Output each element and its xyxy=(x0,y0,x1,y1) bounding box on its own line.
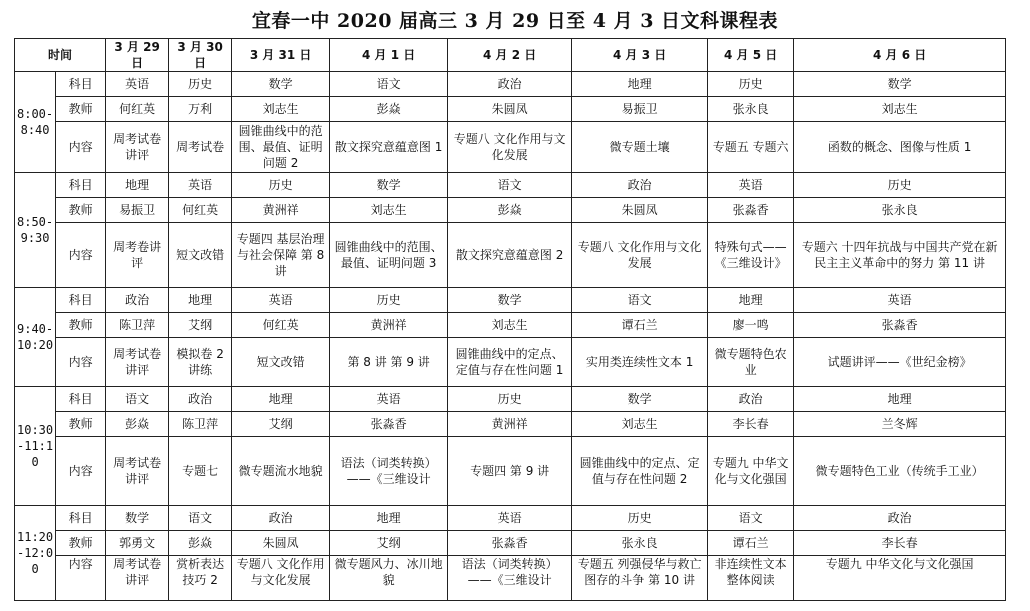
teacher-cell: 刘志生 xyxy=(572,412,708,437)
teacher-cell: 何红英 xyxy=(106,97,169,122)
content-cell: 赏析表达技巧 2 xyxy=(169,556,232,601)
teacher-cell: 万利 xyxy=(169,97,232,122)
content-cell: 非连续性文本整体阅读 xyxy=(708,556,794,601)
content-cell: 语法（词类转换）——《三维设计 xyxy=(448,556,572,601)
subject-cell: 英语 xyxy=(232,288,330,313)
teacher-cell: 张永良 xyxy=(572,531,708,556)
teacher-cell: 廖一鸣 xyxy=(708,313,794,338)
period-1-teacher-row xyxy=(15,97,1006,122)
header-row xyxy=(15,39,1006,72)
row-label-content: 内容 xyxy=(56,122,106,173)
teacher-cell: 李长春 xyxy=(708,412,794,437)
page-title: 宜春一中 2020 届高三 3 月 29 日至 4 月 3 日文科课程表 xyxy=(251,10,779,32)
period-4-subject-row xyxy=(15,387,1006,412)
teacher-cell: 黄洲祥 xyxy=(232,198,330,223)
teacher-cell: 何红英 xyxy=(169,198,232,223)
header-cell: 3 月 30 日 xyxy=(169,39,232,72)
content-cell: 圆锥曲线中的定点、定值与存在性问题 2 xyxy=(572,437,708,506)
period-1-subject-row xyxy=(15,72,1006,97)
time-slot: 10:30 -11:1 0 xyxy=(15,387,56,506)
subject-cell: 历史 xyxy=(794,173,1006,198)
subject-cell: 地理 xyxy=(106,173,169,198)
content-cell: 专题五 列强侵华与救亡图存的斗争 第 10 讲 xyxy=(572,556,708,601)
content-cell: 专题四 第 9 讲 xyxy=(448,437,572,506)
subject-cell: 历史 xyxy=(169,72,232,97)
time-slot: 11:20 -12:0 0 xyxy=(15,506,56,601)
subject-cell: 语文 xyxy=(106,387,169,412)
content-cell: 专题九 中华文化与文化强国 xyxy=(708,437,794,506)
period-2-subject-row xyxy=(15,173,1006,198)
period-4-teacher-row xyxy=(15,412,1006,437)
teacher-cell: 艾纲 xyxy=(232,412,330,437)
subject-cell: 英语 xyxy=(794,288,1006,313)
subject-cell: 语文 xyxy=(448,173,572,198)
row-label-content: 内容 xyxy=(56,338,106,387)
subject-cell: 英语 xyxy=(708,173,794,198)
period-2-content-row xyxy=(15,223,1006,288)
content-cell: 专题六 十四年抗战与中国共产党在新民主主义革命中的努力 第 11 讲 xyxy=(794,223,1006,288)
period-1-content-row xyxy=(15,122,1006,173)
row-label-content: 内容 xyxy=(56,223,106,288)
subject-cell: 地理 xyxy=(708,288,794,313)
content-cell: 圆锥曲线中的范围、最值、证明问题 2 xyxy=(232,122,330,173)
content-cell: 散文探究意蕴意图 2 xyxy=(448,223,572,288)
teacher-cell: 张永良 xyxy=(794,198,1006,223)
teacher-cell: 朱圆凤 xyxy=(232,531,330,556)
teacher-cell: 刘志生 xyxy=(232,97,330,122)
teacher-cell: 刘志生 xyxy=(448,313,572,338)
content-cell: 专题八 文化作用与文化发展 xyxy=(572,223,708,288)
header-cell: 时间 xyxy=(15,39,106,72)
header-cell: 3 月 29 日 xyxy=(106,39,169,72)
teacher-cell: 朱圆凤 xyxy=(448,97,572,122)
subject-cell: 政治 xyxy=(106,288,169,313)
subject-cell: 语文 xyxy=(330,72,448,97)
subject-cell: 政治 xyxy=(232,506,330,531)
subject-cell: 数学 xyxy=(330,173,448,198)
content-cell: 第 8 讲 第 9 讲 xyxy=(330,338,448,387)
subject-cell: 数学 xyxy=(572,387,708,412)
teacher-cell: 艾纲 xyxy=(169,313,232,338)
subject-cell: 政治 xyxy=(572,173,708,198)
subject-cell: 英语 xyxy=(169,173,232,198)
content-cell: 短文改错 xyxy=(232,338,330,387)
content-cell: 周考试卷讲评 xyxy=(106,556,169,601)
content-cell: 微专题特色农业 xyxy=(708,338,794,387)
period-5-content-row xyxy=(15,556,1006,601)
content-cell: 特殊句式——《三维设计》 xyxy=(708,223,794,288)
content-cell: 专题九 中华文化与文化强国 xyxy=(794,556,1006,601)
subject-cell: 英语 xyxy=(448,506,572,531)
subject-cell: 政治 xyxy=(448,72,572,97)
schedule-table xyxy=(14,38,1006,601)
teacher-cell: 张永良 xyxy=(708,97,794,122)
content-cell: 微专题特色工业（传统手工业） xyxy=(794,437,1006,506)
period-5-subject-row xyxy=(15,506,1006,531)
content-cell: 圆锥曲线中的范围、最值、证明问题 3 xyxy=(330,223,448,288)
subject-cell: 英语 xyxy=(106,72,169,97)
content-cell: 专题八 文化作用与文化发展 xyxy=(232,556,330,601)
row-label-teacher: 教师 xyxy=(56,198,106,223)
teacher-cell: 张淼香 xyxy=(330,412,448,437)
subject-cell: 政治 xyxy=(794,506,1006,531)
teacher-cell: 陈卫萍 xyxy=(169,412,232,437)
teacher-cell: 黄洲祥 xyxy=(448,412,572,437)
row-label-content: 内容 xyxy=(56,437,106,506)
time-slot: 9:40- 10:20 xyxy=(15,288,56,387)
row-label-subject: 科目 xyxy=(56,72,106,97)
period-3-content-row xyxy=(15,338,1006,387)
content-cell: 微专题流水地貌 xyxy=(232,437,330,506)
header-cell: 3 月 31 日 xyxy=(232,39,330,72)
row-label-content: 内容 xyxy=(56,556,106,601)
content-cell: 周考卷讲评 xyxy=(106,223,169,288)
teacher-cell: 郭勇文 xyxy=(106,531,169,556)
subject-cell: 政治 xyxy=(169,387,232,412)
teacher-cell: 彭焱 xyxy=(330,97,448,122)
subject-cell: 历史 xyxy=(448,387,572,412)
subject-cell: 数学 xyxy=(232,72,330,97)
header-cell: 4 月 2 日 xyxy=(448,39,572,72)
time-slot: 8:50- 9:30 xyxy=(15,173,56,288)
teacher-cell: 易振卫 xyxy=(572,97,708,122)
teacher-cell: 谭石兰 xyxy=(572,313,708,338)
subject-cell: 历史 xyxy=(232,173,330,198)
period-5-teacher-row xyxy=(15,531,1006,556)
teacher-cell: 陈卫萍 xyxy=(106,313,169,338)
row-label-subject: 科目 xyxy=(56,506,106,531)
period-4-content-row xyxy=(15,437,1006,506)
teacher-cell: 朱圆凤 xyxy=(572,198,708,223)
subject-cell: 地理 xyxy=(794,387,1006,412)
teacher-cell: 张淼香 xyxy=(448,531,572,556)
content-cell: 微专题土壤 xyxy=(572,122,708,173)
subject-cell: 语文 xyxy=(572,288,708,313)
content-cell: 短文改错 xyxy=(169,223,232,288)
row-label-teacher: 教师 xyxy=(56,412,106,437)
row-label-subject: 科目 xyxy=(56,387,106,412)
content-cell: 专题四 基层治理与社会保障 第 8 讲 xyxy=(232,223,330,288)
content-cell: 圆锥曲线中的定点、定值与存在性问题 1 xyxy=(448,338,572,387)
content-cell: 专题八 文化作用与文化发展 xyxy=(448,122,572,173)
teacher-cell: 谭石兰 xyxy=(708,531,794,556)
teacher-cell: 彭焱 xyxy=(106,412,169,437)
teacher-cell: 黄洲祥 xyxy=(330,313,448,338)
content-cell: 试题讲评——《世纪金榜》 xyxy=(794,338,1006,387)
time-slot: 8:00- 8:40 xyxy=(15,72,56,173)
content-cell: 专题五 专题六 xyxy=(708,122,794,173)
teacher-cell: 何红英 xyxy=(232,313,330,338)
content-cell: 周考试卷讲评 xyxy=(106,437,169,506)
subject-cell: 语文 xyxy=(169,506,232,531)
teacher-cell: 彭焱 xyxy=(169,531,232,556)
subject-cell: 地理 xyxy=(572,72,708,97)
subject-cell: 地理 xyxy=(169,288,232,313)
teacher-cell: 李长春 xyxy=(794,531,1006,556)
content-cell: 微专题风力、冰川地貌 xyxy=(330,556,448,601)
content-cell: 模拟卷 2 讲练 xyxy=(169,338,232,387)
teacher-cell: 刘志生 xyxy=(794,97,1006,122)
row-label-teacher: 教师 xyxy=(56,97,106,122)
content-cell: 函数的概念、图像与性质 1 xyxy=(794,122,1006,173)
row-label-teacher: 教师 xyxy=(56,313,106,338)
content-cell: 语法（词类转换）——《三维设计 xyxy=(330,437,448,506)
subject-cell: 数学 xyxy=(794,72,1006,97)
content-cell: 周考试卷讲评 xyxy=(106,122,169,173)
subject-cell: 地理 xyxy=(232,387,330,412)
subject-cell: 历史 xyxy=(572,506,708,531)
subject-cell: 历史 xyxy=(330,288,448,313)
content-cell: 实用类连续性文本 1 xyxy=(572,338,708,387)
teacher-cell: 彭焱 xyxy=(448,198,572,223)
subject-cell: 英语 xyxy=(330,387,448,412)
subject-cell: 数学 xyxy=(106,506,169,531)
teacher-cell: 张淼香 xyxy=(708,198,794,223)
subject-cell: 数学 xyxy=(448,288,572,313)
content-cell: 散文探究意蕴意图 1 xyxy=(330,122,448,173)
header-cell: 4 月 5 日 xyxy=(708,39,794,72)
header-cell: 4 月 1 日 xyxy=(330,39,448,72)
subject-cell: 地理 xyxy=(330,506,448,531)
content-cell: 周考试卷讲评 xyxy=(106,338,169,387)
teacher-cell: 易振卫 xyxy=(106,198,169,223)
teacher-cell: 艾纲 xyxy=(330,531,448,556)
period-2-teacher-row xyxy=(15,198,1006,223)
header-cell: 4 月 6 日 xyxy=(794,39,1006,72)
row-label-subject: 科目 xyxy=(56,288,106,313)
content-cell: 专题七 xyxy=(169,437,232,506)
subject-cell: 语文 xyxy=(708,506,794,531)
subject-cell: 政治 xyxy=(708,387,794,412)
subject-cell: 历史 xyxy=(708,72,794,97)
header-cell: 4 月 3 日 xyxy=(572,39,708,72)
teacher-cell: 兰冬辉 xyxy=(794,412,1006,437)
teacher-cell: 张淼香 xyxy=(794,313,1006,338)
period-3-subject-row xyxy=(15,288,1006,313)
row-label-teacher: 教师 xyxy=(56,531,106,556)
content-cell: 周考试卷 xyxy=(169,122,232,173)
row-label-subject: 科目 xyxy=(56,173,106,198)
period-3-teacher-row xyxy=(15,313,1006,338)
teacher-cell: 刘志生 xyxy=(330,198,448,223)
